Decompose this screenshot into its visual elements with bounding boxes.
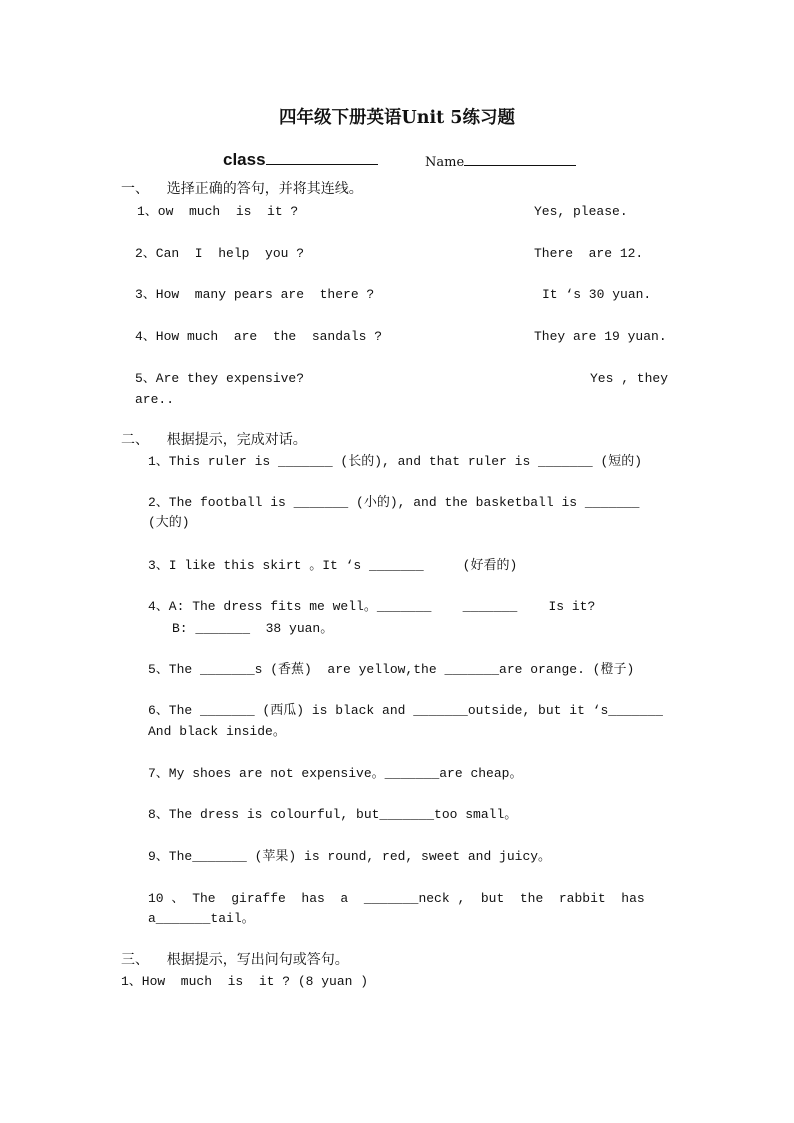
- exercise-1: 1、This ruler is _______ (长的), and that ruler is _______ (短的): [148, 454, 643, 469]
- name-label: Name: [425, 153, 576, 171]
- class-blank: [266, 152, 378, 165]
- section2-heading: 二、 根据提示，完成对话。: [121, 432, 307, 448]
- section3-question-1: 1、How much is it ? (8 yuan ): [121, 974, 369, 989]
- exercise-8: 8、The dress is colourful, but_______too small。: [148, 807, 518, 822]
- exercise-6-continued: And black inside。: [148, 724, 286, 739]
- question-5: 5、Are they expensive?: [135, 371, 305, 386]
- exercise-9: 9、The_______ (苹果) is round, red, sweet and juicy。: [148, 849, 552, 864]
- question-4: 4、How much are the sandals ?: [135, 329, 383, 344]
- class-label: class: [223, 150, 378, 170]
- exercise-2-continued: (大的): [148, 515, 190, 530]
- exercise-5: 5、The _______s (香蕉) are yellow,the _______are orange. (橙子): [148, 662, 635, 677]
- exercise-7: 7、My shoes are not expensive。_______are cheap。: [148, 766, 523, 781]
- answer-1: Yes, please.: [534, 204, 628, 219]
- exercise-10: 10 、 The giraffe has a _______neck , but the rabbit has: [148, 891, 645, 906]
- exercise-4-continued: B: _______ 38 yuan。: [172, 621, 334, 636]
- question-3: 3、How many pears are there ?: [135, 287, 375, 302]
- question-2: 2、Can I help you ?: [135, 246, 305, 261]
- question-1: 1、ow much is it ?: [137, 204, 299, 219]
- exercise-6: 6、The _______ (西瓜) is black and _______outside, but it ‘s_______: [148, 703, 663, 718]
- answer-5: Yes , they: [590, 371, 669, 386]
- answer-2: There are 12.: [534, 246, 644, 261]
- exercise-10-continued: a_______tail。: [148, 911, 255, 926]
- exercise-2: 2、The football is _______ (小的), and the basketball is _______: [148, 495, 640, 510]
- section3-heading: 三、 根据提示，写出问句或答句。: [121, 952, 349, 968]
- section1-heading: 一、 选择正确的答句，并将其连线。: [121, 181, 363, 197]
- answer-3: It ‘s 30 yuan.: [542, 287, 652, 302]
- answer-4: They are 19 yuan.: [534, 329, 667, 344]
- exercise-3: 3、I like this skirt 。It ‘s _______ (好看的): [148, 558, 518, 573]
- answer-5-continued: are..: [135, 392, 175, 407]
- page-title: 四年级下册英语Unit 5练习题: [279, 108, 515, 128]
- exercise-4: 4、A: The dress fits me well。_______ _______ Is it?: [148, 599, 596, 614]
- name-blank: [464, 153, 576, 166]
